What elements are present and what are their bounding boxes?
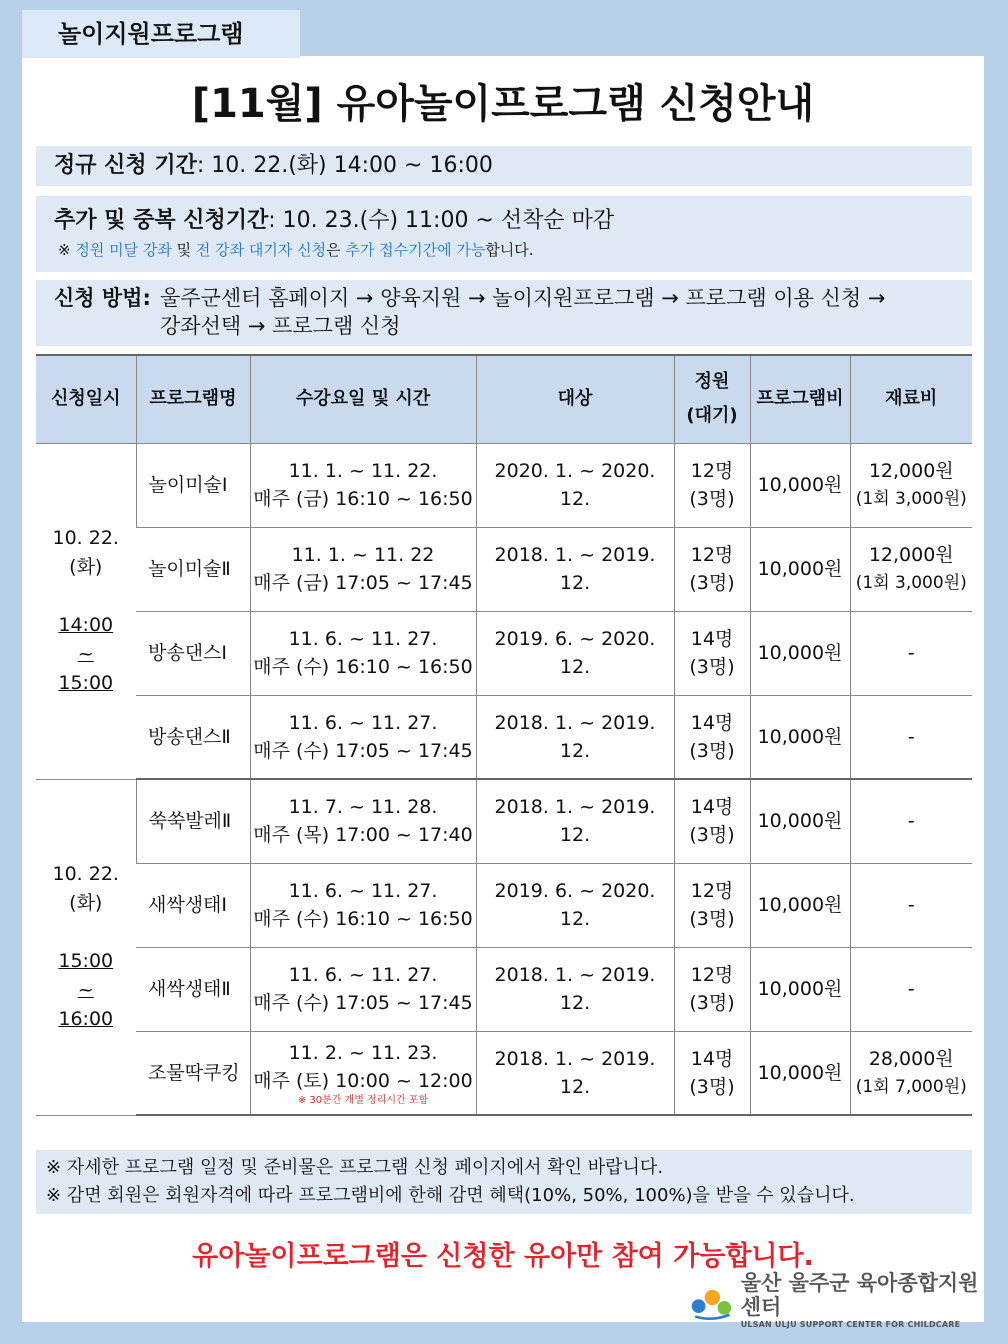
header-capacity-1: 정원 (694, 371, 730, 393)
program-time: 매주 (금) 16:10 ~ 16:50 (253, 488, 473, 510)
waitlist: (3명) (689, 992, 735, 1014)
table-row (36, 779, 972, 863)
program-time: 매주 (목) 17:00 ~ 17:40 (253, 824, 473, 847)
program-time: 매주 (금) 17:05 ~ 17:45 (253, 572, 473, 594)
capacity: 12명 (690, 880, 734, 902)
schedule-cell (250, 611, 476, 695)
extra-period-box (36, 196, 972, 272)
program-period: 11. 6. ~ 11. 27. (288, 964, 438, 986)
extra-period-label: 추가 및 중복 신청기간 (54, 208, 269, 233)
program-fee: 10,000원 (750, 695, 850, 779)
schedule-table (36, 354, 972, 1116)
material-fee: - (907, 725, 915, 748)
program-period: 11. 6. ~ 11. 27. (288, 880, 438, 902)
material-cell (850, 443, 972, 527)
note-highlight-2: 전 강좌 대기자 신청 (195, 241, 327, 259)
apply-date: 10. 22.(화) (52, 863, 119, 914)
apply-datetime-cell (36, 779, 136, 1115)
center-logo (690, 1271, 980, 1329)
capacity: 14명 (690, 796, 734, 819)
capacity: 12명 (690, 460, 734, 482)
waitlist: (3명) (689, 488, 735, 510)
program-name: 놀이미술Ⅱ (136, 527, 250, 611)
capacity-cell (674, 947, 750, 1031)
header-date: 신청일시 (36, 355, 136, 443)
logo-english-name: ULSAN ULJU SUPPORT CENTER FOR CHILDCARE (740, 1320, 961, 1329)
waitlist: (3명) (689, 739, 735, 762)
table-row (36, 527, 972, 611)
regular-period-value: : 10. 22.(화) 14:00 ~ 16:00 (196, 153, 493, 178)
capacity-cell (674, 611, 750, 695)
waitlist: (3명) (689, 908, 735, 930)
category-tag: 놀이지원프로그램 (22, 10, 300, 58)
program-period: 11. 2. ~ 11. 23. (288, 1041, 438, 1064)
capacity-cell (674, 695, 750, 779)
material-fee-per-session: (1회 3,000원) (855, 489, 967, 509)
table-header-row (36, 355, 972, 443)
target-age: 2018. 1. ~ 2019. 12. (476, 779, 674, 863)
capacity: 14명 (690, 1047, 734, 1070)
program-fee: 10,000원 (750, 1031, 850, 1115)
schedule-cell (250, 863, 476, 947)
header-capacity (674, 355, 750, 443)
capacity-cell (674, 1031, 750, 1115)
program-name: 방송댄스Ⅱ (136, 695, 250, 779)
method-line-2: 강좌선택 → 프로그램 신청 (160, 314, 401, 338)
apply-end-time: 16:00 (58, 1008, 114, 1030)
method-label: 신청 방법: (54, 286, 151, 310)
method-box (36, 280, 972, 346)
note-text-2: 은 (326, 241, 346, 259)
regular-period-box (36, 146, 972, 186)
note-mark: ※ (58, 241, 76, 259)
program-name: 방송댄스Ⅰ (136, 611, 250, 695)
program-fee: 10,000원 (750, 779, 850, 863)
note-highlight-3: 추가 접수기간에 가능 (345, 241, 486, 259)
material-cell (850, 947, 972, 1031)
notes-box (36, 1150, 972, 1214)
program-time: 매주 (수) 17:05 ~ 17:45 (253, 992, 473, 1014)
material-cell (850, 863, 972, 947)
target-age: 2018. 1. ~ 2019. 12. (476, 695, 674, 779)
program-period: 11. 6. ~ 11. 27. (288, 711, 438, 734)
header-capacity-2: (대기) (686, 405, 738, 427)
program-fee: 10,000원 (750, 527, 850, 611)
material-fee: 12,000원 (868, 460, 954, 482)
capacity-cell (674, 527, 750, 611)
target-age: 2018. 1. ~ 2019. 12. (476, 527, 674, 611)
capacity: 14명 (690, 711, 734, 734)
program-time: 매주 (수) 17:05 ~ 17:45 (253, 739, 473, 762)
material-fee-per-session: (1회 3,000원) (855, 573, 967, 593)
waitlist: (3명) (689, 572, 735, 594)
warning-text: 유아놀이프로그램은 신청한 유아만 참여 가능합니다. (192, 1241, 814, 1272)
header-time: 수강요일 및 시간 (250, 355, 476, 443)
apply-start-time: 14:00 (58, 614, 114, 636)
page-title: [11월] 유아놀이프로그램 신청안내 (191, 81, 815, 127)
schedule-cell (250, 1031, 476, 1115)
program-fee: 10,000원 (750, 947, 850, 1031)
program-name: 새싹생태Ⅱ (136, 947, 250, 1031)
program-fee: 10,000원 (750, 443, 850, 527)
table-row (36, 863, 972, 947)
logo-korean-name: 울산 울주군 육아종합지원센터 (740, 1271, 979, 1319)
material-cell (850, 695, 972, 779)
material-fee: - (907, 810, 915, 833)
target-age: 2018. 1. ~ 2019. 12. (476, 1031, 674, 1115)
extra-period-value: : 10. 23.(수) 11:00 ~ 선착순 마감 (268, 208, 615, 233)
material-fee: 28,000원 (868, 1047, 954, 1070)
table-row (36, 443, 972, 527)
program-time: 매주 (토) 10:00 ~ 12:00 (253, 1069, 473, 1092)
apply-end-time: 15:00 (58, 672, 114, 694)
note-2: ※ 감면 회원은 회원자격에 따라 프로그램비에 한해 감면 혜택(10%, 50%, 100%)을 받을 수 있습니다. (46, 1185, 855, 1206)
apply-time-sep: ~ (77, 979, 94, 1001)
table-row (36, 947, 972, 1031)
apply-start-time: 15:00 (58, 950, 114, 972)
program-name: 놀이미술Ⅰ (136, 443, 250, 527)
capacity: 14명 (690, 628, 734, 650)
header-target: 대상 (476, 355, 674, 443)
material-fee: - (907, 978, 915, 1000)
note-text-1: 및 (171, 241, 196, 259)
schedule-cell (250, 947, 476, 1031)
capacity: 12명 (690, 544, 734, 566)
material-cell (850, 611, 972, 695)
program-name: 쑥쑥발레Ⅱ (136, 779, 250, 863)
target-age: 2020. 1. ~ 2020. 12. (476, 443, 674, 527)
schedule-cell (250, 527, 476, 611)
schedule-cell (250, 779, 476, 863)
program-period: 11. 6. ~ 11. 27. (288, 628, 438, 650)
header-material: 재료비 (850, 355, 972, 443)
program-time: 매주 (수) 16:10 ~ 16:50 (253, 908, 473, 930)
program-name: 새싹생태Ⅰ (136, 863, 250, 947)
program-period: 11. 7. ~ 11. 28. (288, 796, 438, 819)
program-time: 매주 (수) 16:10 ~ 16:50 (253, 656, 473, 678)
regular-period-label: 정규 신청 기간 (54, 153, 197, 178)
note-1: ※ 자세한 프로그램 일정 및 준비물은 프로그램 신청 페이지에서 확인 바랍니다. (46, 1157, 664, 1178)
material-fee: 12,000원 (868, 544, 954, 566)
program-name: 조물딱쿠킹 (136, 1031, 250, 1115)
waitlist: (3명) (689, 656, 735, 678)
extra-period-note (54, 238, 972, 262)
header-fee: 프로그램비 (750, 355, 850, 443)
program-period: 11. 1. ~ 11. 22 (291, 544, 435, 566)
program-period: 11. 1. ~ 11. 22. (288, 460, 438, 482)
table-row (36, 695, 972, 779)
waitlist: (3명) (689, 824, 735, 847)
target-age: 2019. 6. ~ 2020. 12. (476, 863, 674, 947)
schedule-cell (250, 695, 476, 779)
material-fee: - (907, 894, 915, 916)
method-line-1: 울주군센터 홈페이지 → 양육지원 → 놀이지원프로그램 → 프로그램 이용 신청 → (160, 286, 886, 310)
note-text-3: 합니다. (485, 241, 534, 259)
note-highlight-1: 정원 미달 강좌 (75, 241, 172, 259)
header-program: 프로그램명 (136, 355, 250, 443)
material-fee-per-session: (1회 7,000원) (855, 1076, 967, 1097)
waitlist: (3명) (689, 1075, 735, 1098)
target-age: 2018. 1. ~ 2019. 12. (476, 947, 674, 1031)
capacity-cell (674, 779, 750, 863)
center-logo-icon (690, 1279, 735, 1323)
program-note: ※ 30분간 개별 정리시간 포함 (297, 1094, 429, 1106)
apply-time-sep: ~ (77, 643, 94, 665)
target-age: 2019. 6. ~ 2020. 12. (476, 611, 674, 695)
table-row (36, 1031, 972, 1115)
table-row (36, 611, 972, 695)
material-cell (850, 527, 972, 611)
material-fee: - (907, 642, 915, 664)
material-cell (850, 1031, 972, 1115)
material-cell (850, 779, 972, 863)
program-fee: 10,000원 (750, 863, 850, 947)
program-fee: 10,000원 (750, 611, 850, 695)
capacity-cell (674, 863, 750, 947)
apply-date: 10. 22.(화) (52, 527, 119, 578)
apply-datetime-cell (36, 443, 136, 779)
schedule-cell (250, 443, 476, 527)
capacity-cell (674, 443, 750, 527)
capacity: 12명 (690, 964, 734, 986)
